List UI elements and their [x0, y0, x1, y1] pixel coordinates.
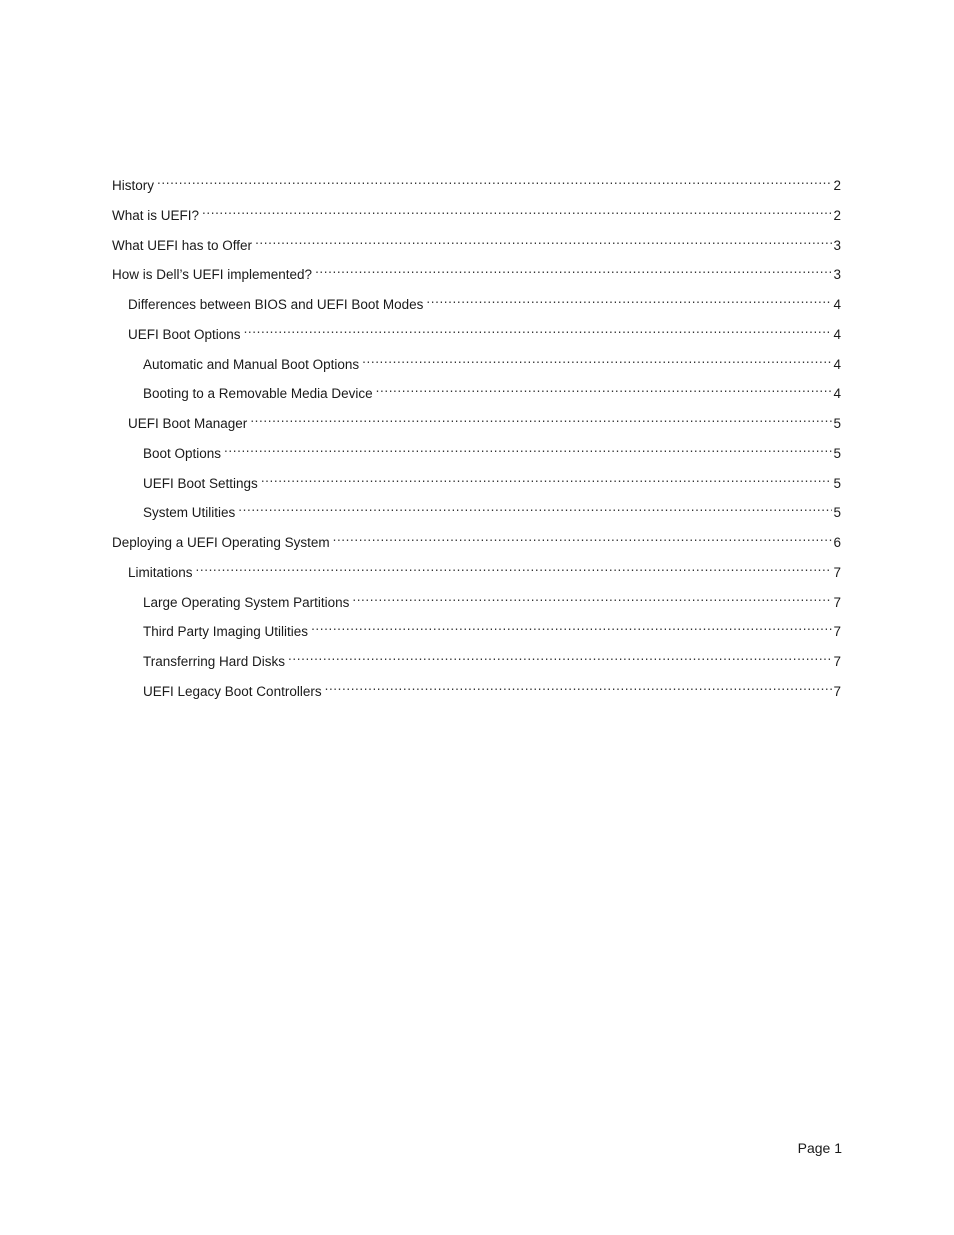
- toc-entry-title: Automatic and Manual Boot Options: [143, 356, 360, 372]
- toc-dot-leader: [255, 230, 832, 250]
- toc-entry-title: Transferring Hard Disks: [143, 654, 286, 669]
- toc-dot-leader: [202, 200, 832, 220]
- toc-entry-title: UEFI Boot Options: [128, 326, 241, 342]
- toc-dot-leader: [157, 170, 832, 190]
- toc-entry[interactable]: [112, 438, 841, 468]
- toc-entry-title: Boot Options: [143, 445, 222, 461]
- toc-dot-leader: [352, 587, 832, 607]
- toc-entry[interactable]: [112, 319, 841, 349]
- toc-entry-title: System Utilities: [143, 505, 236, 521]
- toc-entry-page-number: 4: [833, 386, 841, 402]
- toc-entry[interactable]: [112, 408, 841, 438]
- toc-entry[interactable]: [112, 200, 841, 230]
- toc-entry-page-number: 7: [833, 564, 841, 580]
- toc-dot-leader: [376, 378, 833, 398]
- toc-dot-leader: [238, 497, 832, 517]
- toc-entry-page-number: 4: [833, 356, 841, 372]
- toc-entry-page-number: 3: [833, 237, 841, 253]
- toc-dot-leader: [311, 616, 832, 636]
- toc-entry-page-number: 2: [833, 178, 841, 193]
- toc-entry-title: Deploying a UEFI Operating System: [112, 535, 330, 550]
- toc-entry[interactable]: [112, 497, 841, 527]
- toc-entry-page-number: 5: [833, 475, 841, 491]
- toc-dot-leader: [362, 349, 832, 369]
- toc-entry[interactable]: [112, 468, 841, 498]
- toc-entry-title: What UEFI has to Offer: [112, 237, 253, 253]
- toc-entry-title: UEFI Boot Settings: [143, 475, 258, 491]
- toc-entry-page-number: 2: [833, 207, 841, 223]
- toc-entry-title: Limitations: [128, 564, 193, 580]
- toc-entry[interactable]: [112, 676, 841, 706]
- toc-entry[interactable]: [112, 616, 841, 646]
- toc-entry-page-number: 5: [833, 416, 841, 431]
- toc-entry[interactable]: [112, 349, 841, 379]
- toc-entry-page-number: 5: [833, 505, 841, 521]
- table-of-contents: [112, 170, 841, 706]
- toc-dot-leader: [261, 468, 833, 488]
- toc-entry-title: What is UEFI?: [112, 207, 200, 223]
- toc-entry-title: Large Operating System Partitions: [143, 594, 350, 610]
- toc-entry-page-number: 5: [833, 445, 841, 461]
- toc-entry[interactable]: [112, 646, 841, 676]
- toc-dot-leader: [288, 646, 832, 666]
- toc-entry[interactable]: [112, 527, 841, 557]
- toc-entry-title: UEFI Boot Manager: [128, 416, 248, 431]
- toc-entry-page-number: 7: [833, 624, 841, 640]
- toc-entry-page-number: 3: [833, 267, 841, 283]
- toc-entry-title: Booting to a Removable Media Device: [143, 386, 373, 402]
- toc-entry-title: Differences between BIOS and UEFI Boot Modes: [128, 297, 424, 312]
- toc-dot-leader: [250, 408, 832, 428]
- toc-entry[interactable]: [112, 259, 841, 289]
- page-number-footer: Page 1: [797, 1140, 842, 1156]
- toc-dot-leader: [325, 676, 833, 696]
- toc-entry-title: UEFI Legacy Boot Controllers: [143, 683, 322, 699]
- toc-entry[interactable]: [112, 289, 841, 319]
- toc-dot-leader: [224, 438, 832, 458]
- toc-entry[interactable]: [112, 557, 841, 587]
- toc-entry-page-number: 7: [833, 654, 841, 669]
- toc-entry-title: History: [112, 178, 155, 193]
- toc-dot-leader: [426, 289, 832, 309]
- toc-entry[interactable]: [112, 230, 841, 260]
- toc-entry[interactable]: [112, 378, 841, 408]
- toc-entry-page-number: 6: [833, 535, 841, 550]
- toc-entry[interactable]: [112, 170, 841, 200]
- toc-dot-leader: [196, 557, 833, 577]
- toc-entry-page-number: 4: [833, 297, 841, 312]
- toc-dot-leader: [315, 259, 832, 279]
- toc-dot-leader: [244, 319, 833, 339]
- toc-entry[interactable]: [112, 587, 841, 617]
- toc-entry-title: Third Party Imaging Utilities: [143, 624, 309, 640]
- toc-dot-leader: [333, 527, 833, 547]
- toc-entry-page-number: 4: [833, 326, 841, 342]
- toc-entry-page-number: 7: [833, 594, 841, 610]
- toc-entry-page-number: 7: [833, 683, 841, 699]
- toc-entry-title: How is Dell’s UEFI implemented?: [112, 267, 313, 283]
